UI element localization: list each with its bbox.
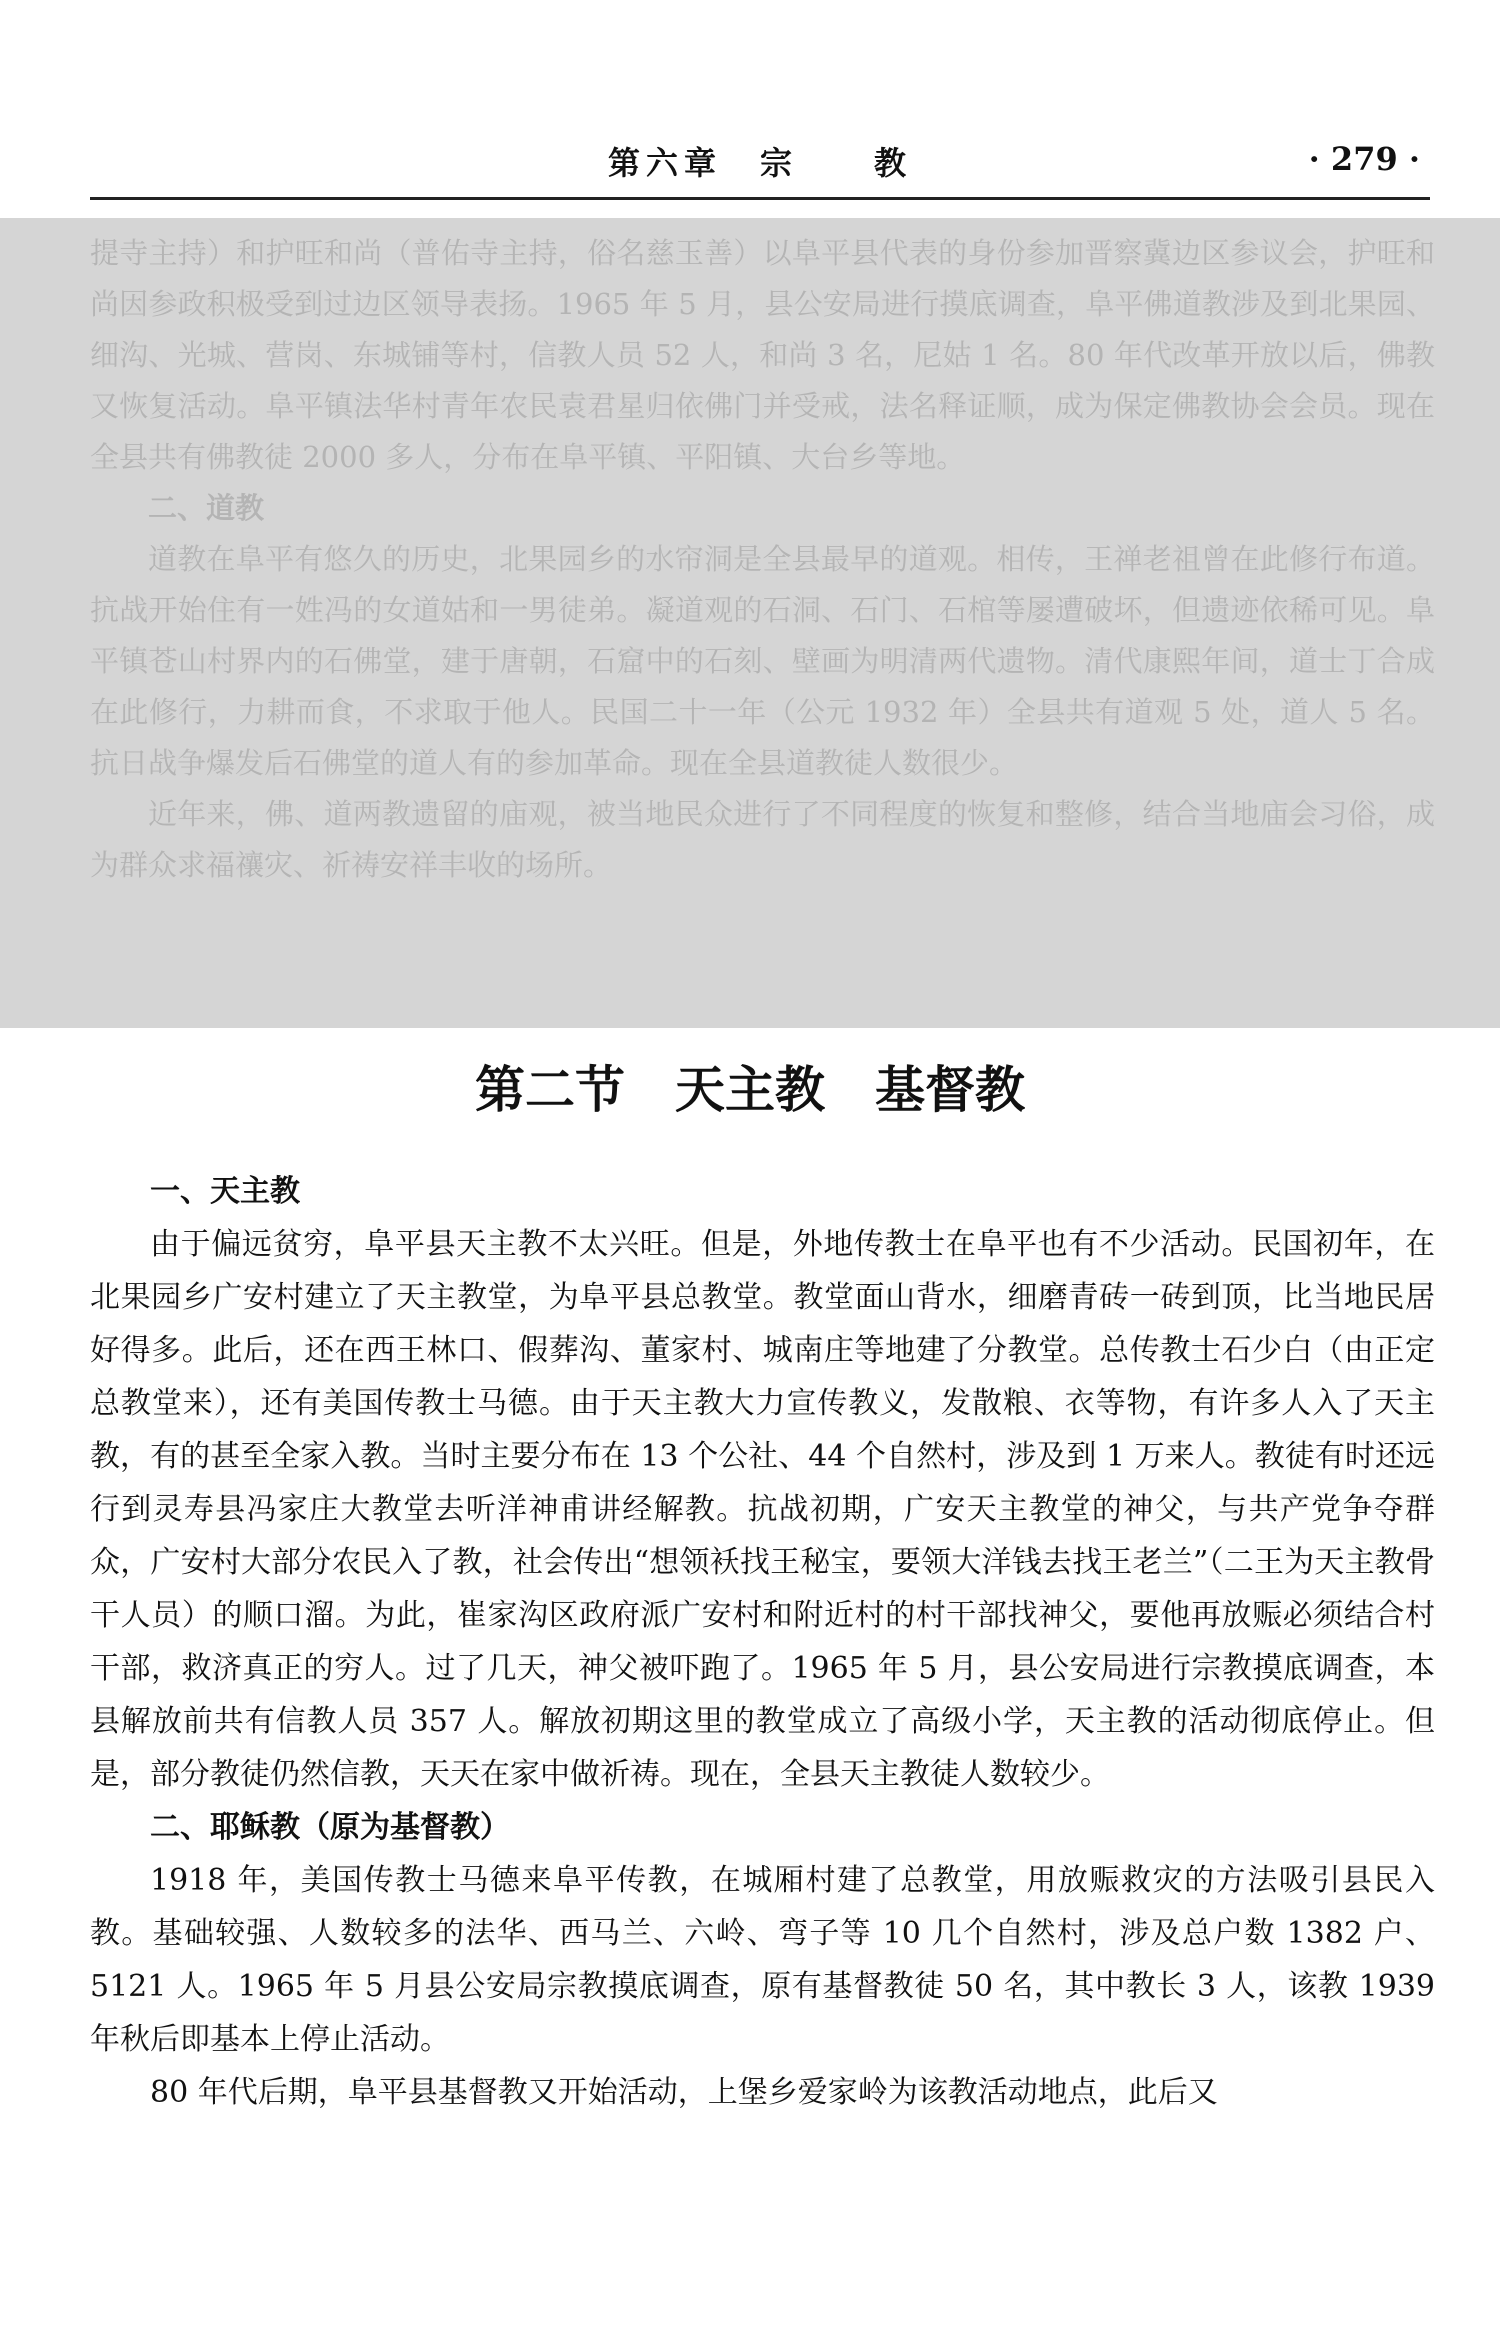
page-header (90, 118, 1430, 200)
faded-paragraph-buddhism: 提寺主持）和护旺和尚（普佑寺主持，俗名慈玉善）以阜平县代表的身份参加晋察冀边区参议会，护旺和尚因参政积极受到过边区领导表扬。1965 年 5 月，县公安局进行摸底调查，阜平佛道教涉及到北果园、细沟、光城、营岗、东城铺等村，信教人员 52 人，和尚 3 名，尼姑 1 名。80 年代改革开放以后，佛教又恢复活动。阜平镇法华村青年农民袁君星归依佛门并受戒，法名释证顺，成为保定佛教协会会员。现在全县共有佛教徒 2000 多人，分布在阜平镇、平阳镇、大台乡等地。 (90, 236, 1435, 474)
faded-paragraph-taoism: 道教在阜平有悠久的历史，北果园乡的水帘洞是全县最早的道观。相传，王禅老祖曾在此修行布道。抗战开始住有一姓冯的女道姑和一男徒弟。凝道观的石洞、石门、石棺等屡遭破坏，但遗迹依稀可见。阜平镇苍山村界内的石佛堂，建于唐朝，石窟中的石刻、壁画为明清两代遗物。清代康熙年间，道士丁合成在此修行，力耕而食，不求取于他人。民国二十一年（公元 1932 年）全县共有道观 5 处，道人 5 名。抗日战争爆发后石佛堂的道人有的参加革命。现在全县道教徒人数很少。 (90, 542, 1435, 780)
header-rule (90, 197, 1430, 200)
faded-subheading-taoism: 二、道教 (148, 491, 265, 525)
page-number: · 279 · (1308, 140, 1420, 178)
faded-previous-section (90, 228, 1435, 891)
subheading-protestantism: 二、耶稣教（原为基督教） (150, 1810, 510, 1845)
paragraph-catholicism: 由于偏远贫穷，阜平县天主教不太兴旺。但是，外地传教士在阜平也有不少活动。民国初年，在北果园乡广安村建立了天主教堂，为阜平县总教堂。教堂面山背水，细磨青砖一砖到顶，比当地民居好得多。此后，还在西王林口、假葬沟、董家村、城南庄等地建了分教堂。总传教士石少白（由正定总教堂来），还有美国传教士马德。由于天主教大力宣传教义，发散粮、衣等物，有许多人入了天主教，有的甚至全家入教。当时主要分布在 13 个公社、44 个自然村，涉及到 1 万来人。教徒有时还远行到灵寿县冯家庄大教堂去听洋神甫讲经解教。抗战初期，广安天主教堂的神父，与共产党争夺群众，广安村大部分农民入了教，社会传出“想领袄找王秘宝，要领大洋钱去找王老兰”（二王为天主教骨干人员）的顺口溜。为此，崔家沟区政府派广安村和附近村的村干部找神父，要他再放赈必须结合村干部，救济真正的穷人。过了几天，神父被吓跑了。1965 年 5 月，县公安局进行宗教摸底调查，本县解放前共有信教人员 357 人。解放初期这里的教堂成立了高级小学，天主教的活动彻底停止。但是，部分教徒仍然信教，天天在家中做祈祷。现在，全县天主教徒人数较少。 (90, 1227, 1435, 1792)
section-heading: 第二节 天主教 基督教 (475, 1061, 1025, 1119)
chapter-title: 第六章 宗 教 (607, 144, 912, 182)
faded-paragraph-restoration: 近年来，佛、道两教遗留的庙观，被当地民众进行了不同程度的恢复和整修，结合当地庙会习俗，成为群众求福禳灾、祈祷安祥丰收的场所。 (90, 797, 1435, 882)
main-text (90, 1165, 1435, 2119)
subheading-catholicism: 一、天主教 (150, 1174, 300, 1209)
paragraph-recent-activity: 80 年代后期，阜平县基督教又开始活动，上堡乡爱家岭为该教活动地点，此后又 (150, 2075, 1218, 2110)
paragraph-protestantism: 1918 年，美国传教士马德来阜平传教，在城厢村建了总教堂，用放赈救灾的方法吸引县民入教。基础较强、人数较多的法华、西马兰、六岭、弯子等 10 几个自然村，涉及总户数 1382 户、5121 人。1965 年 5 月县公安局宗教摸底调查，原有基督教徒 50 名，其中教长 3 人，该教 1939 年秋后即基本上停止活动。 (90, 1863, 1435, 2057)
